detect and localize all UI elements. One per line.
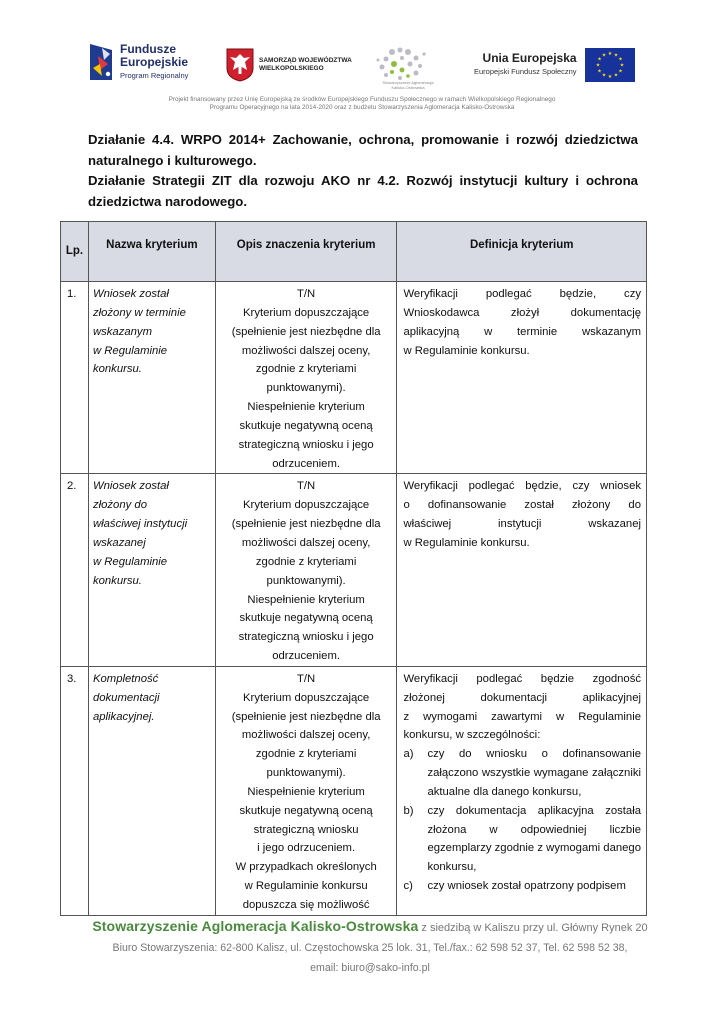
desc-line: w Regulaminie konkursu (244, 880, 368, 893)
column-header-def: Definicja kryterium (397, 222, 647, 282)
heading-zit-4-2: Działanie Strategii ZIT dla rozwoju AKO nr 4.2. Rozwój instytucji kultury i ochrona dziedzictwa narodowego. (88, 173, 638, 209)
desc-line: skutkuje negatywną oceną (239, 804, 373, 817)
column-header-name: Nazwa kryterium (88, 222, 215, 282)
footer-org-name: Stowarzyszenie Aglomeracja Kalisko-Ostrowska (92, 918, 419, 934)
desc-line: (spełnienie jest niezbędne dla (231, 710, 381, 723)
name-line: Wniosek został (92, 480, 169, 493)
criteria-table (60, 221, 647, 916)
name-line: właściwej instytucji (92, 518, 188, 531)
criterion-description (215, 282, 397, 474)
footer-seat: z siedzibą w Kaliszu przy ul. Główny Rynek 20 (418, 922, 648, 934)
def-line: o dofinansowanie został złożony do (403, 499, 641, 512)
desc-line: strategiczną wniosku i jego (238, 438, 374, 451)
def-line: w Regulaminie konkursu. (403, 536, 530, 549)
desc-line: punktowanymi). (266, 382, 346, 395)
svg-text:★: ★ (619, 62, 624, 69)
list-item (403, 802, 641, 877)
criterion-definition (397, 474, 647, 666)
desc-line: Kryterium dopuszczające (243, 499, 370, 512)
table-row (61, 282, 647, 474)
def-line: konkursu, w szczególności: (403, 729, 541, 742)
list-item-text: czy wniosek został opatrzony podpisem (427, 880, 626, 893)
criterion-definition (397, 666, 647, 915)
desc-line: dopuszcza się możliwość (242, 899, 370, 911)
desc-line: możliwości dalszej oceny, (241, 729, 371, 742)
desc-line: zgodnie z kryteriami (255, 748, 357, 761)
name-line: w Regulaminie (92, 344, 168, 357)
desc-line: zgodnie z kryteriami (255, 363, 357, 376)
fe-line2: Europejskie (120, 54, 189, 69)
desc-line: Kryterium dopuszczające (243, 691, 370, 704)
desc-line: i jego odrzuceniem. (257, 842, 356, 855)
footer-email: email: biuro@sako-info.pl (310, 962, 430, 974)
list-marker: b) (403, 804, 414, 817)
desc-line: Niespełnienie kryterium (247, 401, 365, 414)
sako-dots-icon (372, 46, 442, 84)
name-line: konkursu. (92, 363, 142, 376)
criterion-name (88, 474, 215, 666)
svg-text:★: ★ (601, 72, 606, 79)
svg-text:★: ★ (607, 74, 612, 80)
list-item (403, 877, 641, 896)
desc-line: (spełnienie jest niezbędne dla (231, 518, 381, 531)
column-header-desc: Opis znaczenia kryterium (215, 222, 397, 282)
fundusze-europejskie-logo (88, 40, 188, 84)
project-note-line2: Programu Operacyjnego na lata 2014-2020 oraz z budżetu Stowarzyszenia Aglomeracja Kalisko-Ostrowska (209, 104, 515, 111)
desc-line: Kryterium dopuszczające (243, 306, 370, 319)
desc-line: W przypadkach określonych (235, 861, 377, 874)
criterion-name (88, 666, 215, 915)
name-line: złożony do (92, 499, 147, 512)
name-line: w Regulaminie (92, 555, 168, 568)
list-item (403, 745, 641, 802)
desc-line: skutkuje negatywną oceną (239, 419, 373, 432)
desc-line: Niespełnienie kryterium (247, 785, 365, 798)
name-line: konkursu. (92, 574, 142, 587)
ue-title: Unia Europejska (482, 51, 577, 65)
sako-logo (372, 42, 442, 88)
list-marker: c) (403, 880, 413, 893)
name-line: dokumentacji (92, 691, 160, 704)
fundusze-europejskie-star-icon (88, 40, 116, 84)
desc-line: zgodnie z kryteriami (255, 555, 357, 568)
svg-text:★: ★ (607, 51, 612, 57)
footer-line1 (60, 916, 680, 938)
desc-line: odrzuceniem. (272, 650, 341, 663)
def-line: Weryfikacji podlegać będzie, czy (403, 288, 641, 300)
heading-action-4-4: Działanie 4.4. WRPO 2014+ Zachowanie, ochrona, promowanie i rozwój dziedzictwa naturalnego i kulturowego. (88, 132, 638, 168)
def-line: Weryfikacji podlegać będzie zgodność (403, 672, 641, 685)
desc-line: odrzuceniem. (272, 457, 341, 470)
table-row (61, 474, 647, 666)
def-line: złożonej dokumentacji aplikacyjnej (403, 691, 641, 704)
name-line: Wniosek został (92, 288, 169, 300)
criterion-name (88, 282, 215, 474)
section-headings (88, 130, 638, 212)
sako-caption: Stowarzyszenie Aglomeracja Kalisko-Ostrowska (382, 80, 434, 90)
def-line: aplikacyjną w terminie wskazanym (403, 325, 641, 338)
footer-address: Biuro Stowarzyszenia: 62-800 Kalisz, ul. Częstochowska 25 lok. 31, Tel./fax.: 62 598 52 37, Tel. 62 598 52 38, (112, 942, 628, 954)
def-line: w Regulaminie konkursu. (403, 344, 530, 357)
svg-text:★: ★ (613, 72, 618, 79)
svg-text:★: ★ (595, 62, 600, 69)
name-line: aplikacyjnej. (92, 710, 155, 723)
def-line: Weryfikacji podlegać będzie, czy wniosek (403, 480, 641, 493)
desc-line: (spełnienie jest niezbędne dla (231, 325, 381, 338)
desc-line: T/N (297, 480, 316, 493)
criterion-definition (397, 282, 647, 474)
svg-text:★: ★ (596, 68, 602, 75)
page-footer (60, 916, 680, 978)
desc-line: T/N (297, 288, 316, 300)
def-line: właściwej instytucji wskazanej (403, 518, 641, 531)
criterion-description (215, 666, 397, 915)
fe-line1: Fundusze (120, 41, 176, 56)
list-marker: a) (403, 748, 414, 761)
unia-europejska-logo (474, 48, 635, 82)
desc-line: T/N (297, 672, 316, 685)
sw-line1: SAMORZĄD WOJEWÓDZTWA (259, 57, 352, 64)
desc-line: Niespełnienie kryterium (247, 593, 365, 606)
name-line: złożony w terminie (92, 306, 186, 319)
eagle-shield-icon (226, 48, 254, 82)
name-line: wskazanym (92, 325, 152, 338)
svg-text:★: ★ (613, 52, 618, 59)
eu-flag-icon (585, 48, 635, 82)
desc-line: możliwości dalszej oceny, (241, 536, 371, 549)
name-line: Kompletność (92, 672, 159, 685)
sw-line2: WIELKOPOLSKIEGO (259, 65, 324, 72)
desc-line: strategiczną wniosku i jego (238, 631, 374, 644)
ue-subtitle: Europejski Fundusz Społeczny (474, 67, 577, 76)
project-funding-note (72, 96, 652, 112)
def-line: Wnioskodawca złożył dokumentację (403, 306, 641, 319)
project-note-line1: Projekt finansowany przez Unię Europejską ze środków Europejskiego Funduszu Społecznego w ramach Wielkopolskiego Regionalnego (168, 96, 556, 103)
row-number: 2. (61, 474, 89, 666)
table-row (61, 666, 647, 915)
criterion-description (215, 474, 397, 666)
def-line: z wymogami zawartymi w Regulaminie (403, 710, 641, 723)
header-logos (0, 40, 725, 92)
svg-text:★: ★ (617, 68, 623, 75)
row-number: 1. (61, 282, 89, 474)
svg-text:★: ★ (617, 56, 623, 63)
column-header-lp: Lp. (61, 222, 89, 282)
row-number: 3. (61, 666, 89, 915)
svg-text:★: ★ (601, 52, 606, 59)
fe-line3: Program Regionalny (120, 70, 189, 80)
svg-text:★: ★ (596, 56, 602, 63)
list-item-text: czy do wniosku o dofinansowanie załączono wszystkie wymagane załączniki aktualne dla danego konkursu, (427, 748, 641, 798)
desc-line: skutkuje negatywną oceną (239, 612, 373, 625)
table-header-row (61, 222, 647, 282)
desc-line: punktowanymi). (266, 574, 346, 587)
desc-line: strategiczną wniosku (253, 823, 359, 836)
desc-line: punktowanymi). (266, 767, 346, 780)
desc-line: możliwości dalszej oceny, (241, 344, 371, 357)
list-item-text: czy dokumentacja aplikacyjna została złożona w odpowiedniej liczbie egzemplarzy zgodnie z wymogami danego konkursu, (427, 804, 641, 874)
requirements-list (403, 745, 641, 896)
name-line: wskazanej (92, 536, 146, 549)
samorzad-logo (226, 48, 352, 82)
